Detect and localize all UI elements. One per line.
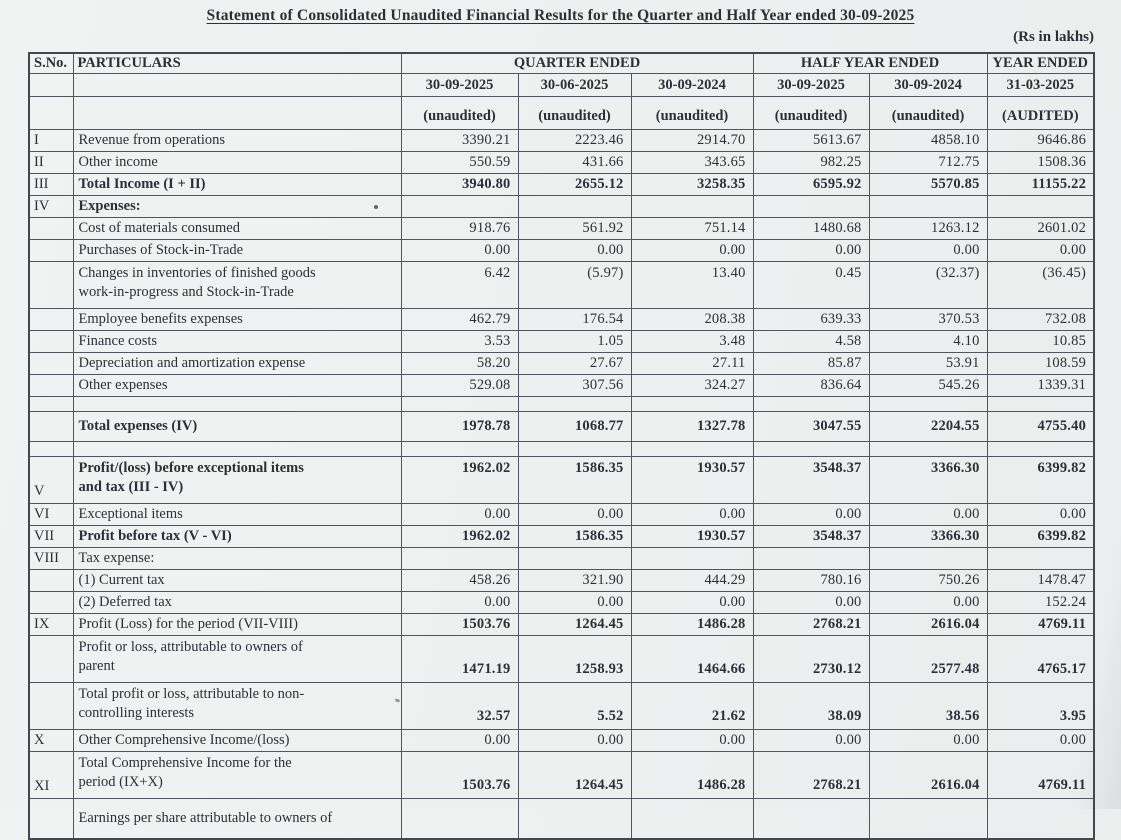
- value-cell: 3548.37: [753, 457, 869, 504]
- value-cell: [401, 397, 518, 412]
- value-cell: 0.00: [753, 730, 869, 752]
- value-cell: 4769.11: [987, 614, 1094, 636]
- row-sno-cell: IX: [29, 614, 73, 636]
- table-row: [29, 412, 1094, 442]
- period-header: 30-09-2024: [631, 74, 753, 97]
- col-group-quarter-ended: QUARTER ENDED: [401, 53, 753, 74]
- value-cell: 2730.12: [753, 636, 869, 683]
- row-label-cell: Revenue from operations: [73, 130, 401, 152]
- row-sno-cell: III: [29, 174, 73, 196]
- row-sno-cell: [29, 309, 73, 331]
- value-cell: 1480.68: [753, 218, 869, 240]
- row-sno-cell: X: [29, 730, 73, 752]
- value-cell: [987, 442, 1094, 457]
- value-cell: 0.00: [518, 240, 631, 262]
- header-row-audit-status: [29, 97, 1094, 130]
- row-sno-cell: [29, 375, 73, 397]
- value-cell: 2616.04: [869, 752, 987, 799]
- value-cell: 4755.40: [987, 412, 1094, 442]
- currency-unit-note: (Rs in lakhs): [1013, 29, 1094, 45]
- value-cell: 1503.76: [401, 752, 518, 799]
- empty-header-cell: [29, 97, 73, 130]
- value-cell: 11155.22: [987, 174, 1094, 196]
- value-cell: 1962.02: [401, 526, 518, 548]
- value-cell: 0.00: [753, 240, 869, 262]
- value-cell: 0.00: [987, 730, 1094, 752]
- value-cell: 152.24: [987, 592, 1094, 614]
- value-cell: 108.59: [987, 353, 1094, 375]
- value-cell: 0.00: [869, 592, 987, 614]
- col-group-year-ended: YEAR ENDED: [987, 53, 1094, 74]
- value-cell: 0.00: [631, 592, 753, 614]
- value-cell: 27.11: [631, 353, 753, 375]
- row-sno-cell: VII: [29, 526, 73, 548]
- row-sno-cell: [29, 412, 73, 442]
- row-sno-cell: II: [29, 152, 73, 174]
- value-cell: [753, 799, 869, 839]
- value-cell: 0.00: [987, 240, 1094, 262]
- value-cell: (5.97): [518, 262, 631, 309]
- row-sno-cell: IV: [29, 196, 73, 218]
- row-sno-cell: I: [29, 130, 73, 152]
- value-cell: 2914.70: [631, 130, 753, 152]
- value-cell: 431.66: [518, 152, 631, 174]
- value-cell: 3940.80: [401, 174, 518, 196]
- table-row: [29, 504, 1094, 526]
- value-cell: [518, 196, 631, 218]
- row-label-cell: Changes in inventories of finished goods work-in-progress and Stock-in-Trade: [73, 262, 401, 309]
- value-cell: 0.00: [869, 730, 987, 752]
- value-cell: 1464.66: [631, 636, 753, 683]
- table-row: [29, 331, 1094, 353]
- row-sno-cell: VI: [29, 504, 73, 526]
- row-label-cell: Exceptional items: [73, 504, 401, 526]
- value-cell: 6595.92: [753, 174, 869, 196]
- value-cell: 0.00: [518, 592, 631, 614]
- value-cell: (36.45): [987, 262, 1094, 309]
- value-cell: [987, 196, 1094, 218]
- value-cell: 21.62: [631, 683, 753, 730]
- value-cell: 0.00: [631, 730, 753, 752]
- row-label-cell: Expenses:: [73, 196, 401, 218]
- value-cell: 6399.82: [987, 457, 1094, 504]
- value-cell: 1264.45: [518, 752, 631, 799]
- table-row: [29, 752, 1094, 799]
- value-cell: [631, 548, 753, 570]
- row-sno-cell: [29, 683, 73, 730]
- table-row: [29, 457, 1094, 504]
- row-sno-cell: [29, 262, 73, 309]
- value-cell: [869, 397, 987, 412]
- value-cell: 9646.86: [987, 130, 1094, 152]
- value-cell: 5613.67: [753, 130, 869, 152]
- value-cell: [869, 548, 987, 570]
- value-cell: 732.08: [987, 309, 1094, 331]
- table-row: [29, 152, 1094, 174]
- row-sno-cell: [29, 592, 73, 614]
- row-sno-cell: V: [29, 457, 73, 504]
- row-sno-cell: VIII: [29, 548, 73, 570]
- value-cell: [987, 397, 1094, 412]
- row-label-cell: Profit (Loss) for the period (VII-VIII): [73, 614, 401, 636]
- value-cell: [753, 397, 869, 412]
- audit-status-header: (unaudited): [518, 97, 631, 130]
- value-cell: 0.00: [401, 730, 518, 752]
- row-label-cell: Finance costs: [73, 331, 401, 353]
- value-cell: 307.56: [518, 375, 631, 397]
- value-cell: 176.54: [518, 309, 631, 331]
- row-label-cell: Total Comprehensive Income for the period (IX+X): [73, 752, 401, 799]
- value-cell: [987, 548, 1094, 570]
- value-cell: 3.95: [987, 683, 1094, 730]
- value-cell: 32.57: [401, 683, 518, 730]
- value-cell: 208.38: [631, 309, 753, 331]
- value-cell: 2768.21: [753, 752, 869, 799]
- value-cell: 2768.21: [753, 614, 869, 636]
- value-cell: 751.14: [631, 218, 753, 240]
- table-row: [29, 130, 1094, 152]
- value-cell: [518, 442, 631, 457]
- value-cell: 0.00: [987, 504, 1094, 526]
- row-sno-cell: [29, 570, 73, 592]
- row-label-cell: (2) Deferred tax: [73, 592, 401, 614]
- audit-status-header: (unaudited): [869, 97, 987, 130]
- value-cell: 918.76: [401, 218, 518, 240]
- value-cell: [518, 397, 631, 412]
- row-label-cell: Profit before tax (V - VI): [73, 526, 401, 548]
- table-row: [29, 592, 1094, 614]
- row-label-cell: Other income: [73, 152, 401, 174]
- table-row: [29, 442, 1094, 457]
- table-row: [29, 548, 1094, 570]
- value-cell: 4.10: [869, 331, 987, 353]
- value-cell: 27.67: [518, 353, 631, 375]
- row-label-cell: Cost of materials consumed: [73, 218, 401, 240]
- empty-header-cell: [73, 97, 401, 130]
- value-cell: 1930.57: [631, 526, 753, 548]
- value-cell: 2223.46: [518, 130, 631, 152]
- value-cell: 0.00: [518, 504, 631, 526]
- value-cell: 1503.76: [401, 614, 518, 636]
- table-row: [29, 196, 1094, 218]
- table-row: [29, 570, 1094, 592]
- value-cell: 3258.35: [631, 174, 753, 196]
- value-cell: 982.25: [753, 152, 869, 174]
- value-cell: 4765.17: [987, 636, 1094, 683]
- value-cell: [753, 442, 869, 457]
- row-label-cell: Total expenses (IV): [73, 412, 401, 442]
- value-cell: 444.29: [631, 570, 753, 592]
- period-header: 30-09-2024: [869, 74, 987, 97]
- value-cell: 1508.36: [987, 152, 1094, 174]
- value-cell: 53.91: [869, 353, 987, 375]
- col-group-half-year-ended: HALF YEAR ENDED: [753, 53, 987, 74]
- value-cell: 1258.93: [518, 636, 631, 683]
- table-row: [29, 614, 1094, 636]
- empty-header-cell: [29, 74, 73, 97]
- value-cell: 2204.55: [869, 412, 987, 442]
- table-row: [29, 218, 1094, 240]
- value-cell: [401, 548, 518, 570]
- value-cell: 712.75: [869, 152, 987, 174]
- row-sno-cell: [29, 636, 73, 683]
- row-sno-cell: [29, 218, 73, 240]
- value-cell: 4858.10: [869, 130, 987, 152]
- value-cell: 639.33: [753, 309, 869, 331]
- row-label-cell: Profit/(loss) before exceptional items and tax (III - IV): [73, 457, 401, 504]
- value-cell: [401, 196, 518, 218]
- header-row-groups: [29, 53, 1094, 74]
- value-cell: [753, 548, 869, 570]
- value-cell: 5.52: [518, 683, 631, 730]
- period-header: 30-06-2025: [518, 74, 631, 97]
- value-cell: 370.53: [869, 309, 987, 331]
- header-row-periods: [29, 74, 1094, 97]
- value-cell: [869, 442, 987, 457]
- document-title: Statement of Consolidated Unaudited Financial Results for the Quarter and Half Year ended 30-09-2025: [206, 7, 915, 24]
- period-header: 30-09-2025: [401, 74, 518, 97]
- value-cell: 38.09: [753, 683, 869, 730]
- value-cell: (32.37): [869, 262, 987, 309]
- value-cell: 13.40: [631, 262, 753, 309]
- row-sno-cell: [29, 331, 73, 353]
- value-cell: 0.00: [753, 592, 869, 614]
- table-row: [29, 353, 1094, 375]
- row-label-cell: Total profit or loss, attributable to non- controlling interests: [73, 683, 401, 730]
- value-cell: [631, 397, 753, 412]
- value-cell: 462.79: [401, 309, 518, 331]
- row-label-cell: Employee benefits expenses: [73, 309, 401, 331]
- period-header: 31-03-2025: [987, 74, 1094, 97]
- period-header: 30-09-2025: [753, 74, 869, 97]
- value-cell: [631, 799, 753, 839]
- value-cell: 2616.04: [869, 614, 987, 636]
- value-cell: 0.00: [869, 240, 987, 262]
- value-cell: 2655.12: [518, 174, 631, 196]
- value-cell: 3047.55: [753, 412, 869, 442]
- value-cell: 5570.85: [869, 174, 987, 196]
- audit-status-header: (AUDITED): [987, 97, 1094, 130]
- value-cell: 1478.47: [987, 570, 1094, 592]
- row-label-cell: Total Income (I + II): [73, 174, 401, 196]
- value-cell: 1962.02: [401, 457, 518, 504]
- value-cell: 836.64: [753, 375, 869, 397]
- value-cell: 343.65: [631, 152, 753, 174]
- value-cell: [987, 799, 1094, 839]
- value-cell: 324.27: [631, 375, 753, 397]
- value-cell: 321.90: [518, 570, 631, 592]
- row-label-cell: Purchases of Stock-in-Trade: [73, 240, 401, 262]
- value-cell: 3366.30: [869, 526, 987, 548]
- value-cell: 750.26: [869, 570, 987, 592]
- value-cell: [518, 548, 631, 570]
- table-row: [29, 375, 1094, 397]
- value-cell: 1339.31: [987, 375, 1094, 397]
- value-cell: 2601.02: [987, 218, 1094, 240]
- table-row: [29, 240, 1094, 262]
- value-cell: 529.08: [401, 375, 518, 397]
- row-sno-cell: [29, 353, 73, 375]
- value-cell: 0.00: [401, 240, 518, 262]
- table-row: [29, 262, 1094, 309]
- row-label-cell: Earnings per share attributable to owners of: [73, 799, 401, 839]
- row-sno-cell: [29, 799, 73, 839]
- value-cell: 0.00: [518, 730, 631, 752]
- value-cell: 550.59: [401, 152, 518, 174]
- value-cell: 85.87: [753, 353, 869, 375]
- table-row: [29, 397, 1094, 412]
- audit-status-header: (unaudited): [753, 97, 869, 130]
- value-cell: 58.20: [401, 353, 518, 375]
- row-sno-cell: XI: [29, 752, 73, 799]
- value-cell: 10.85: [987, 331, 1094, 353]
- value-cell: 3390.21: [401, 130, 518, 152]
- value-cell: 1486.28: [631, 752, 753, 799]
- value-cell: [631, 442, 753, 457]
- col-header-sno: S.No.: [29, 53, 73, 74]
- value-cell: 780.16: [753, 570, 869, 592]
- row-label-cell: (1) Current tax: [73, 570, 401, 592]
- value-cell: 545.26: [869, 375, 987, 397]
- value-cell: 38.56: [869, 683, 987, 730]
- row-label-cell: Tax expense:: [73, 548, 401, 570]
- value-cell: 6399.82: [987, 526, 1094, 548]
- value-cell: 3.48: [631, 331, 753, 353]
- value-cell: 1586.35: [518, 457, 631, 504]
- value-cell: 0.00: [869, 504, 987, 526]
- value-cell: 561.92: [518, 218, 631, 240]
- value-cell: 1486.28: [631, 614, 753, 636]
- row-sno-cell: [29, 240, 73, 262]
- audit-status-header: (unaudited): [631, 97, 753, 130]
- financial-results-table: [28, 52, 1095, 840]
- scan-speck: [374, 205, 378, 209]
- table-row: [29, 636, 1094, 683]
- row-label-cell: [73, 442, 401, 457]
- value-cell: [753, 196, 869, 218]
- value-cell: 0.00: [401, 504, 518, 526]
- table-row: [29, 526, 1094, 548]
- table-row: [29, 683, 1094, 730]
- value-cell: [869, 799, 987, 839]
- empty-header-cell: [73, 74, 401, 97]
- row-sno-cell: [29, 442, 73, 457]
- table-row: [29, 799, 1094, 839]
- audit-status-header: (unaudited): [401, 97, 518, 130]
- value-cell: [401, 442, 518, 457]
- table-row: [29, 309, 1094, 331]
- row-label-cell: [73, 397, 401, 412]
- value-cell: 1930.57: [631, 457, 753, 504]
- row-sno-cell: [29, 397, 73, 412]
- value-cell: 0.00: [753, 504, 869, 526]
- table-row: [29, 174, 1094, 196]
- value-cell: 1471.19: [401, 636, 518, 683]
- value-cell: 1263.12: [869, 218, 987, 240]
- value-cell: 4.58: [753, 331, 869, 353]
- value-cell: 1068.77: [518, 412, 631, 442]
- value-cell: [869, 196, 987, 218]
- value-cell: 6.42: [401, 262, 518, 309]
- row-label-cell: Other expenses: [73, 375, 401, 397]
- value-cell: 1978.78: [401, 412, 518, 442]
- value-cell: 458.26: [401, 570, 518, 592]
- row-label-cell: Profit or loss, attributable to owners of parent: [73, 636, 401, 683]
- value-cell: 3366.30: [869, 457, 987, 504]
- value-cell: 2577.48: [869, 636, 987, 683]
- value-cell: 3548.37: [753, 526, 869, 548]
- value-cell: [631, 196, 753, 218]
- value-cell: 4769.11: [987, 752, 1094, 799]
- value-cell: [401, 799, 518, 839]
- table-row: [29, 730, 1094, 752]
- value-cell: 0.00: [401, 592, 518, 614]
- value-cell: 1264.45: [518, 614, 631, 636]
- value-cell: 3.53: [401, 331, 518, 353]
- value-cell: 1327.78: [631, 412, 753, 442]
- value-cell: 0.45: [753, 262, 869, 309]
- value-cell: 0.00: [631, 504, 753, 526]
- col-header-particulars: PARTICULARS: [73, 53, 401, 74]
- row-label-cell: Other Comprehensive Income/(loss): [73, 730, 401, 752]
- row-label-cell: Depreciation and amortization expense: [73, 353, 401, 375]
- value-cell: 1586.35: [518, 526, 631, 548]
- value-cell: 0.00: [631, 240, 753, 262]
- value-cell: 1.05: [518, 331, 631, 353]
- value-cell: [518, 799, 631, 839]
